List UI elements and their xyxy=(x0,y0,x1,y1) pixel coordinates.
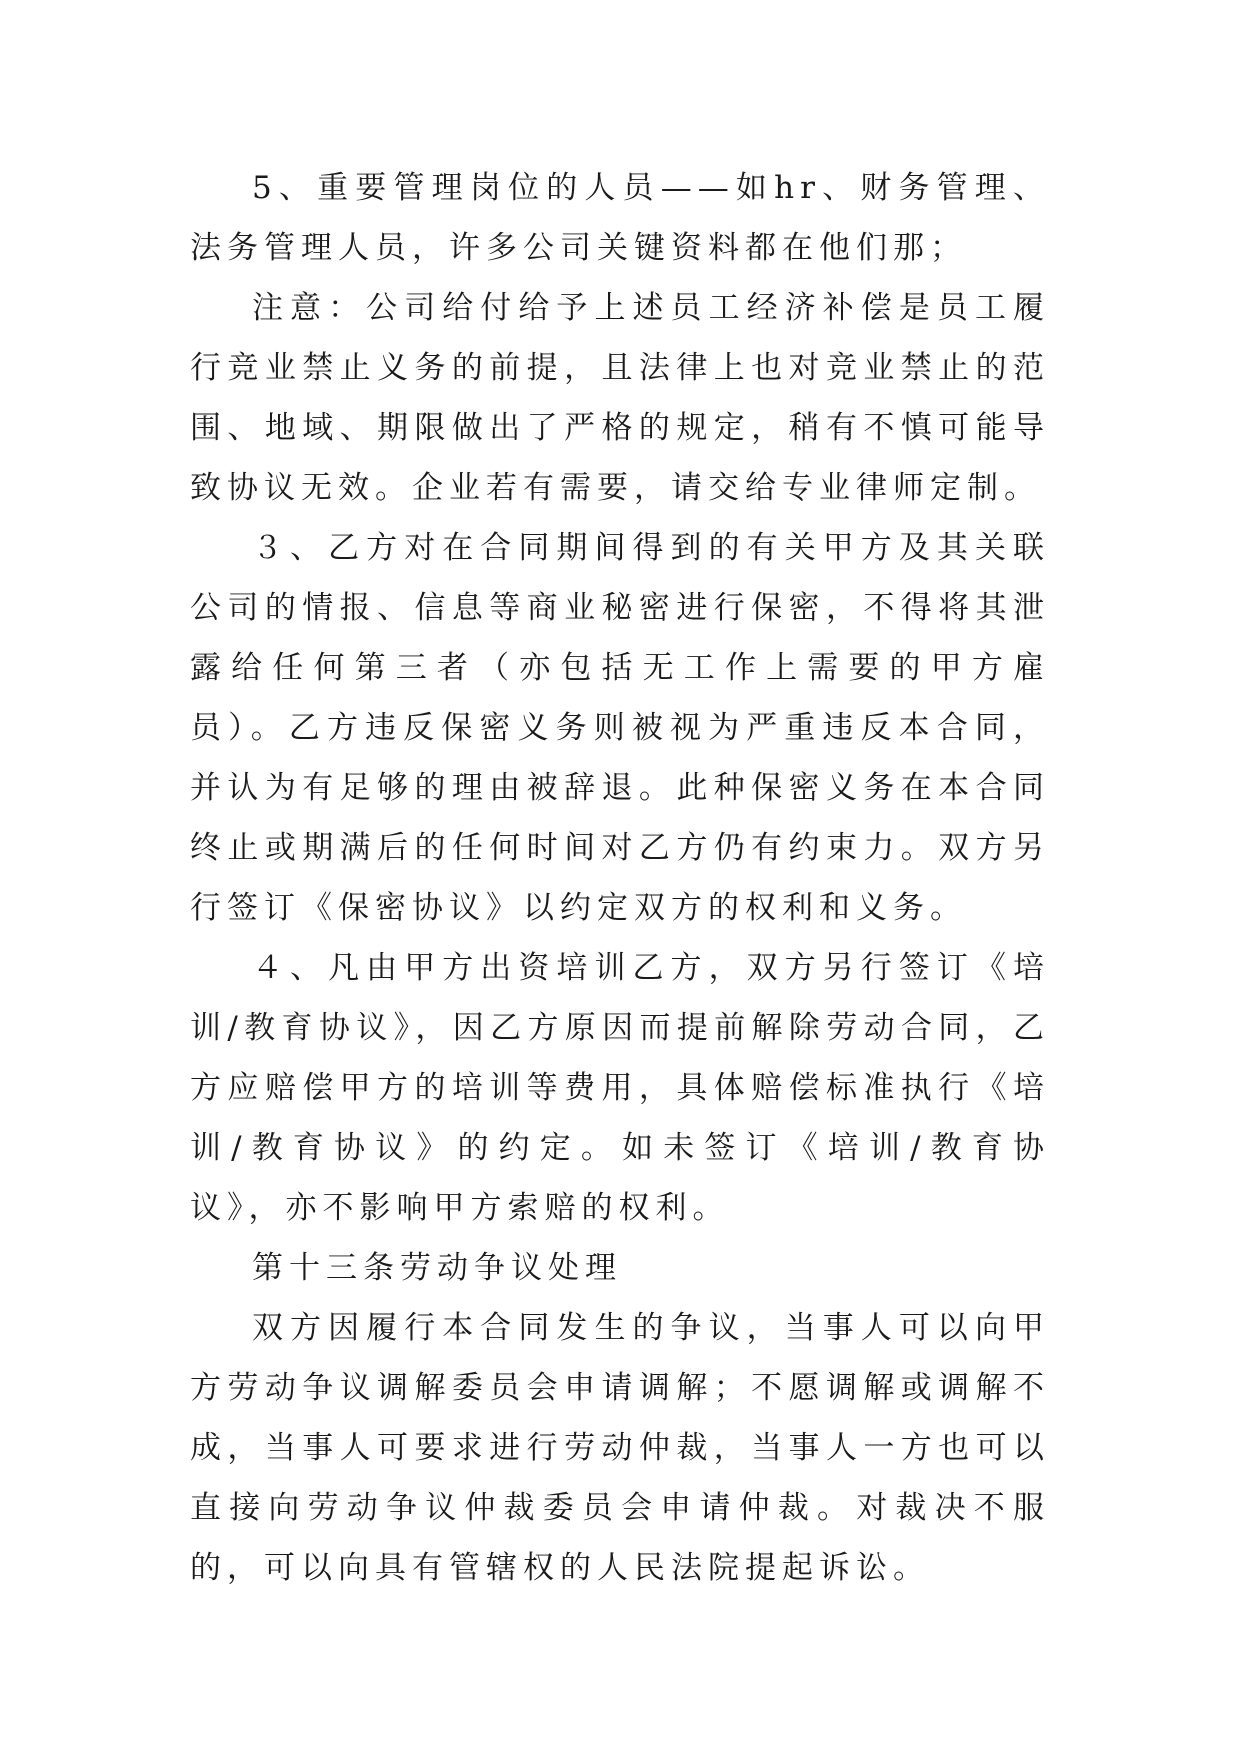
paragraph-key-positions: 5、重要管理岗位的人员——如hr、财务管理、法务管理人员，许多公司关键资料都在他们那； xyxy=(190,170,1050,266)
paragraph-dispute-resolution: 双方因履行本合同发生的争议，当事人可以向甲方劳动争议调解委员会申请调解；不愿调解或调解不成，当事人可要求进行劳动仲裁，当事人一方也可以直接向劳动争议仲裁委员会申请仲裁。对裁决不服的，可以向具有管辖权的人民法院提起诉讼。 xyxy=(190,1310,1050,1586)
document-body xyxy=(190,158,1050,1598)
section-heading-article-13: 第十三条劳动争议处理 xyxy=(252,1250,622,1286)
paragraph-training: ４、凡由甲方出资培训乙方，双方另行签订《培训/教育协议》，因乙方原因而提前解除劳动合同，乙方应赔偿甲方的培训等费用，具体赔偿标准执行《培训/教育协议》的约定。如未签订《培训/教育协议》，亦不影响甲方索赔的权利。 xyxy=(190,950,1050,1226)
paragraph-note: 注意：公司给付给予上述员工经济补偿是员工履行竞业禁止义务的前提，且法律上也对竞业禁止的范围、地域、期限做出了严格的规定，稍有不慎可能导致协议无效。企业若有需要，请交给专业律师定制。 xyxy=(190,290,1050,506)
paragraph-confidentiality: ３、乙方对在合同期间得到的有关甲方及其关联公司的情报、信息等商业秘密进行保密，不得将其泄露给任何第三者（亦包括无工作上需要的甲方雇员）。乙方违反保密义务则被视为严重违反本合同，并认为有足够的理由被辞退。此种保密义务在本合同终止或期满后的任何时间对乙方仍有约束力。双方另行签订《保密协议》以约定双方的权利和义务。 xyxy=(190,530,1050,926)
